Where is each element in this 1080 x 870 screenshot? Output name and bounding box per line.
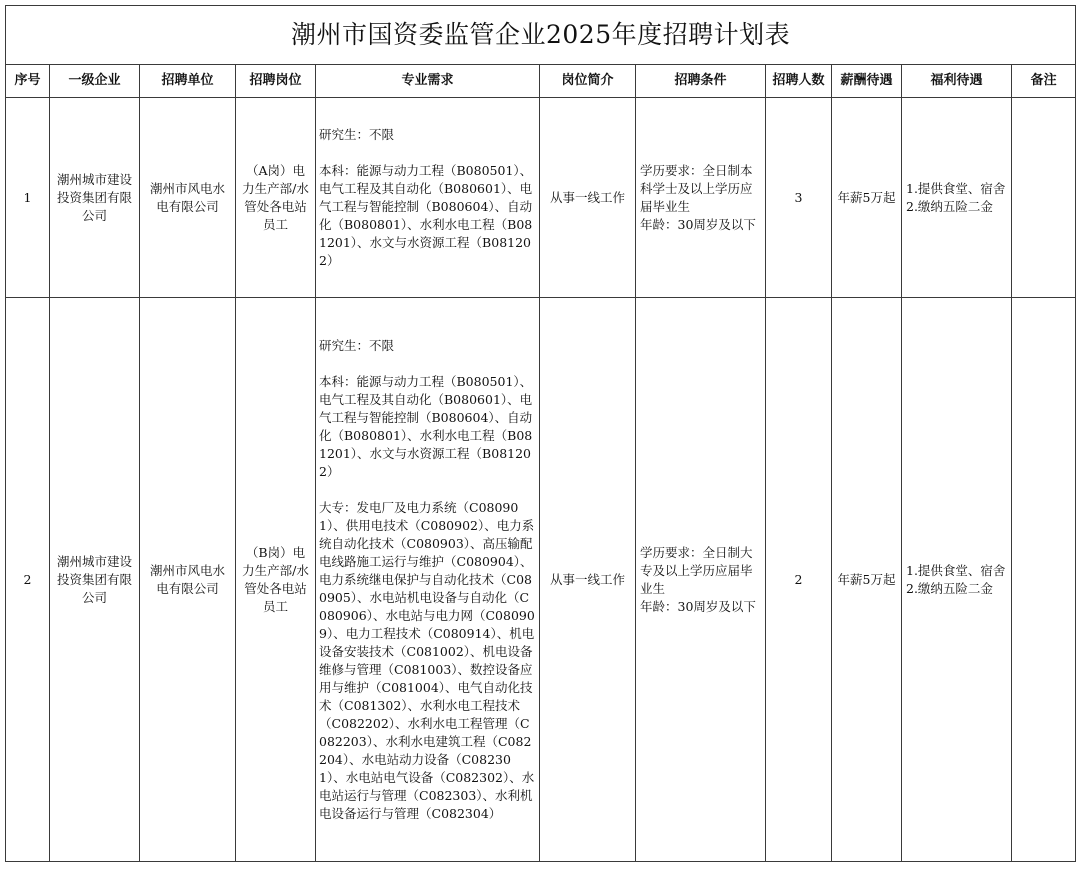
cell-unit: 潮州市风电水电有限公司 [140,98,236,298]
table-row [6,98,1076,298]
cell-salary: 年薪5万起 [832,98,902,298]
table-title: 潮州市国资委监管企业2025年度招聘计划表 [6,6,1076,65]
cell-unit: 潮州市风电水电有限公司 [140,298,236,862]
header-unit: 招聘单位 [140,65,236,98]
recruitment-table [5,5,1076,862]
header-position: 招聘岗位 [236,65,316,98]
header-seq: 序号 [6,65,50,98]
cell-position: （B岗）电力生产部/水管处各电站员工 [236,298,316,862]
cell-count: 3 [766,98,832,298]
header-company: 一级企业 [50,65,140,98]
header-salary: 薪酬待遇 [832,65,902,98]
cell-note [1012,298,1076,862]
cell-requirements: 研究生：不限 本科：能源与动力工程（B080501）、电气工程及其自动化（B080601）、电气工程与智能控制（B080604）、自动化（B080801）、水利水电工程（B081201）、水文与水资源工程（B081202） [316,98,540,298]
cell-company: 潮州城市建设投资集团有限公司 [50,98,140,298]
cell-conditions: 学历要求：全日制大专及以上学历应届毕业生 年龄：30周岁及以下 [636,298,766,862]
cell-welfare: 1.提供食堂、宿舍 2.缴纳五险二金 [902,298,1012,862]
cell-position: （A岗）电力生产部/水管处各电站员工 [236,98,316,298]
cell-salary: 年薪5万起 [832,298,902,862]
header-requirements: 专业需求 [316,65,540,98]
cell-intro: 从事一线工作 [540,98,636,298]
cell-seq: 2 [6,298,50,862]
cell-note [1012,98,1076,298]
cell-count: 2 [766,298,832,862]
header-welfare: 福利待遇 [902,65,1012,98]
cell-conditions: 学历要求：全日制本科学士及以上学历应届毕业生 年龄：30周岁及以下 [636,98,766,298]
header-intro: 岗位简介 [540,65,636,98]
header-note: 备注 [1012,65,1076,98]
header-conditions: 招聘条件 [636,65,766,98]
header-row [6,65,1076,98]
cell-intro: 从事一线工作 [540,298,636,862]
cell-welfare: 1.提供食堂、宿舍 2.缴纳五险二金 [902,98,1012,298]
header-count: 招聘人数 [766,65,832,98]
cell-seq: 1 [6,98,50,298]
recruitment-plan-sheet [5,5,1075,862]
cell-requirements: 研究生：不限 本科：能源与动力工程（B080501）、电气工程及其自动化（B080601）、电气工程与智能控制（B080604）、自动化（B080801）、水利水电工程（B081201）、水文与水资源工程（B081202） 大专：发电厂及电力系统（C080901）、供用电技术（C080902）、电力系统自动化技术（C080903）、高压输配电线路施工运行与维护（C080904）、电力系统继电保护与自动化技术（C080905）、水电站机电设备与自动化（C080906）、水电站与电力网（C080909）、电力工程技术（C080914）、机电设备安装技术（C081002）、机电设备维修与管理（C081003）、数控设备应用与维护（C081004）、电气自动化技术（C081302）、水利水电工程技术（C082202）、水利水电工程管理（C082203）、水利水电建筑工程（C082204）、水电站动力设备（C082301）、水电站电气设备（C082302）、水电站运行与管理（C082303）、水利机电设备运行与管理（C082304） [316,298,540,862]
cell-company: 潮州城市建设投资集团有限公司 [50,298,140,862]
table-row [6,298,1076,862]
